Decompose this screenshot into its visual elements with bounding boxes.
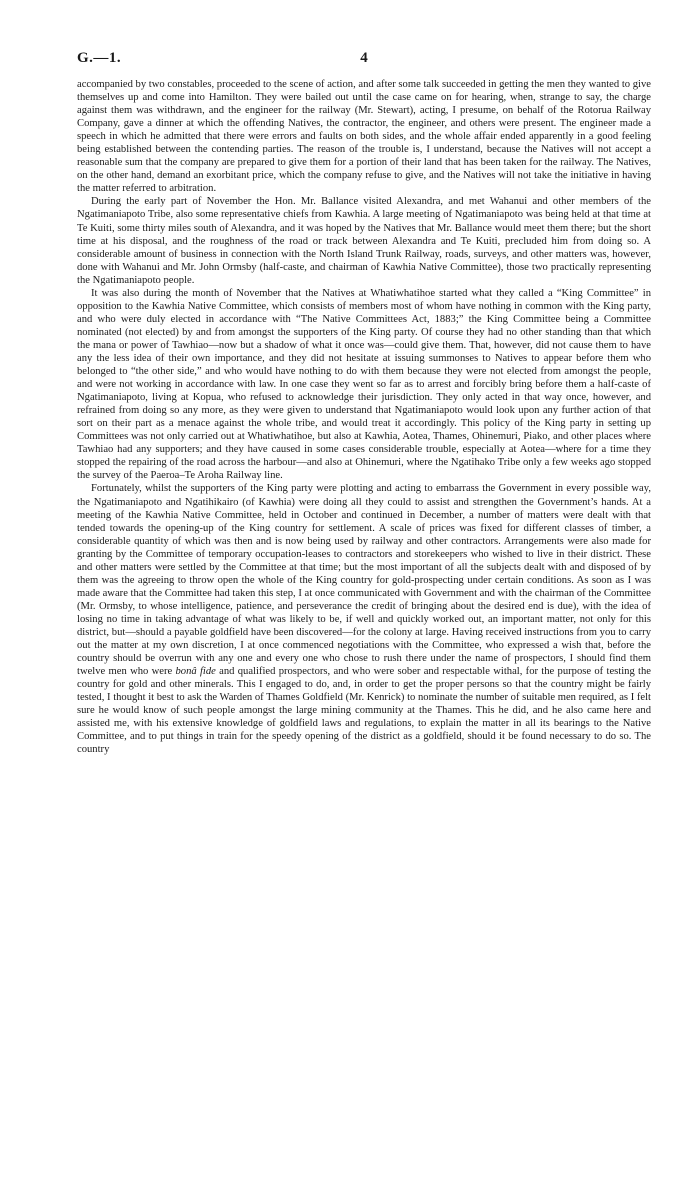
paragraph-2: [77, 195, 651, 286]
document-page: [77, 50, 651, 756]
paragraph-text: It was also during the month of November that the Natives at Whatiwhatihoe started what they called a “King Committee” in opposition to the Kawhia Native Committee, which consists of members most of whom have nothing in common with the King party, and who were duly elected in accordance with “The Native Committees Act, 1883;” the King Committee being a Committee nominated (not elected) by and from amongst the supporters of the King party. Of course they had no other standing than that which the mana or power of Tawhiao—now but a shadow of what it once was—could give them. That, however, did not cause them to have any the less idea of their own importance, and they did not hesitate at issuing summonses to Natives to appear before them who belonged to “the other side,” and who would have nothing to do with them because they were not elected from amongst the people, and were not working in accordance with law. In one case they went so far as to arrest and forcibly bring before them a half-caste of Ngatimaniapoto, living at Kopua, who refused to acknowledge their jurisdiction. They only acted in that way once, however, and refrained from doing so any more, as they were given to understand that Ngatimaniapoto would look upon any further action of that sort on their part as a menace against the whole tribe, and would treat it accordingly. This policy of the King party in setting up Committees was not only carried out at Whatiwhatihoe, but also at Kawhia, Aotea, Thames, Ohinemuri, Piako, and other places where Tawhiao had any supporters; and they have caused in some cases considerable trouble, especially at Aotea—where for a time they stopped the repairing of the road across the harbour—and also at Ohinemuri, where the Ngatihako Tribe only a few weeks ago stopped the survey of the Paeroa–Te Aroha Railway line.: [77, 287, 651, 482]
paragraph-1: [77, 78, 651, 195]
page-number: 4: [360, 50, 368, 66]
paragraph-4: [77, 482, 651, 756]
document-reference: G.—1.: [77, 50, 122, 66]
page-header: [77, 50, 651, 78]
paragraph-text: During the early part of November the Hon. Mr. Ballance visited Alexandra, and met Wahanui and other members of the Ngatimaniapoto Tribe, also some representative chiefs from Kawhia. A large meeting of Ngatimaniapoto was being held at that time at Te Kuiti, some thirty miles south of Alexandra, and it was hoped by the Natives that Mr. Ballance would meet them there; but the short time at his disposal, and the roughness of the road or track between Alexandra and Te Kuiti, precluded him from doing so. A considerable amount of business in connection with the North Island Trunk Railway, roads, surveys, and other matters was, however, done with Wahanui and Mr. John Ormsby (half-caste, and chairman of Kawhia Native Committee), those two practically representing the Ngatimaniapoto people.: [77, 196, 651, 286]
body-text: [77, 78, 651, 756]
paragraph-text: and qualified prospectors, and who were sober and respectable withal, for the purpose of testing the country for gold and other minerals. This I engaged to do, and, in order to get the proper persons so that the country might be fairly tested, I thought it best to ask the Warden of Thames Goldfield (Mr. Kenrick) to nominate the number of suitable men required, as I felt sure he would know of such people amongst the large mining community at the Thames. This he did, and he also came here and assisted me, with his extensive knowledge of goldfield laws and regulations, to explain the matter in all its bearings to the Native Committee, and to put things in train for the speedy opening of the district as a goldfield, should it be found necessary to do so. The country: [77, 666, 651, 756]
paragraph-3: [77, 287, 651, 483]
italic-term: bonâ fide: [175, 666, 216, 678]
paragraph-text: accompanied by two constables, proceeded to the scene of action, and after some talk succeeded in getting the men they wanted to give themselves up and come into Hamilton. They were bailed out until the case came on for hearing, when, strange to say, the charge against them was withdrawn, and the engineer for the railway (Mr. Stewart), acting, I presume, on behalf of the Rotorua Railway Company, gave a dinner at which the offending Natives, the contractor, the engineer, and others were present. The engineer made a speech in which he admitted that there were errors and faults on both sides, and the whole affair ended apparently in a good feeling being established between the contending parties. The reason of the trouble is, I understand, because the Natives will not accept a reasonable sum that the company are prepared to give them for a portion of their land that has been taken for the railway. The Natives, on the other hand, demand an exorbitant price, which the company refuse to give, and the Natives will not take the initiative in having the matter referred to arbitration.: [77, 79, 651, 195]
paragraph-text: Fortunately, whilst the supporters of the King party were plotting and acting to embarrass the Government in every possible way, the Ngatimaniapoto and Ngatihikairo (of Kawhia) were doing all they could to assist and strengthen the Government’s hands. At a meeting of the Kawhia Native Committee, held in October and continued in December, a number of matters were dealt with that tended towards the opening-up of the King country for settlement. A scale of prices was fixed for different classes of timber, a considerable quantity of which was then and is now being used by railway and other contractors. Arrangements were also made for granting by the Committee of temporary occupation-leases to contractors and storekeepers who wished to live in their district. These and other matters were settled by the Committee at that time; but the most important of all the subjects dealt with and disposed of by them was the agreeing to throw open the whole of the King country for gold-prospecting under certain conditions. As soon as I was made aware that the Committee had taken this step, I at once communicated with Government and with the chairman of the Committee (Mr. Ormsby, to whose intelligence, patience, and perseverance the credit of bringing about the desired end is due), with the idea of losing no time in taking advantage of what was likely to be, if well and quickly worked out, an important matter, not only for this district, but—should a payable goldfield have been discovered—for the colony at large. Having received instructions from you to carry out the matter at my own discretion, I at once commenced negotiations with the Committee, who expressed a wish that, before the country should be overrun with any one and every one who chose to rush there under the name of prospectors, I should find them twelve men who were: [77, 483, 651, 678]
